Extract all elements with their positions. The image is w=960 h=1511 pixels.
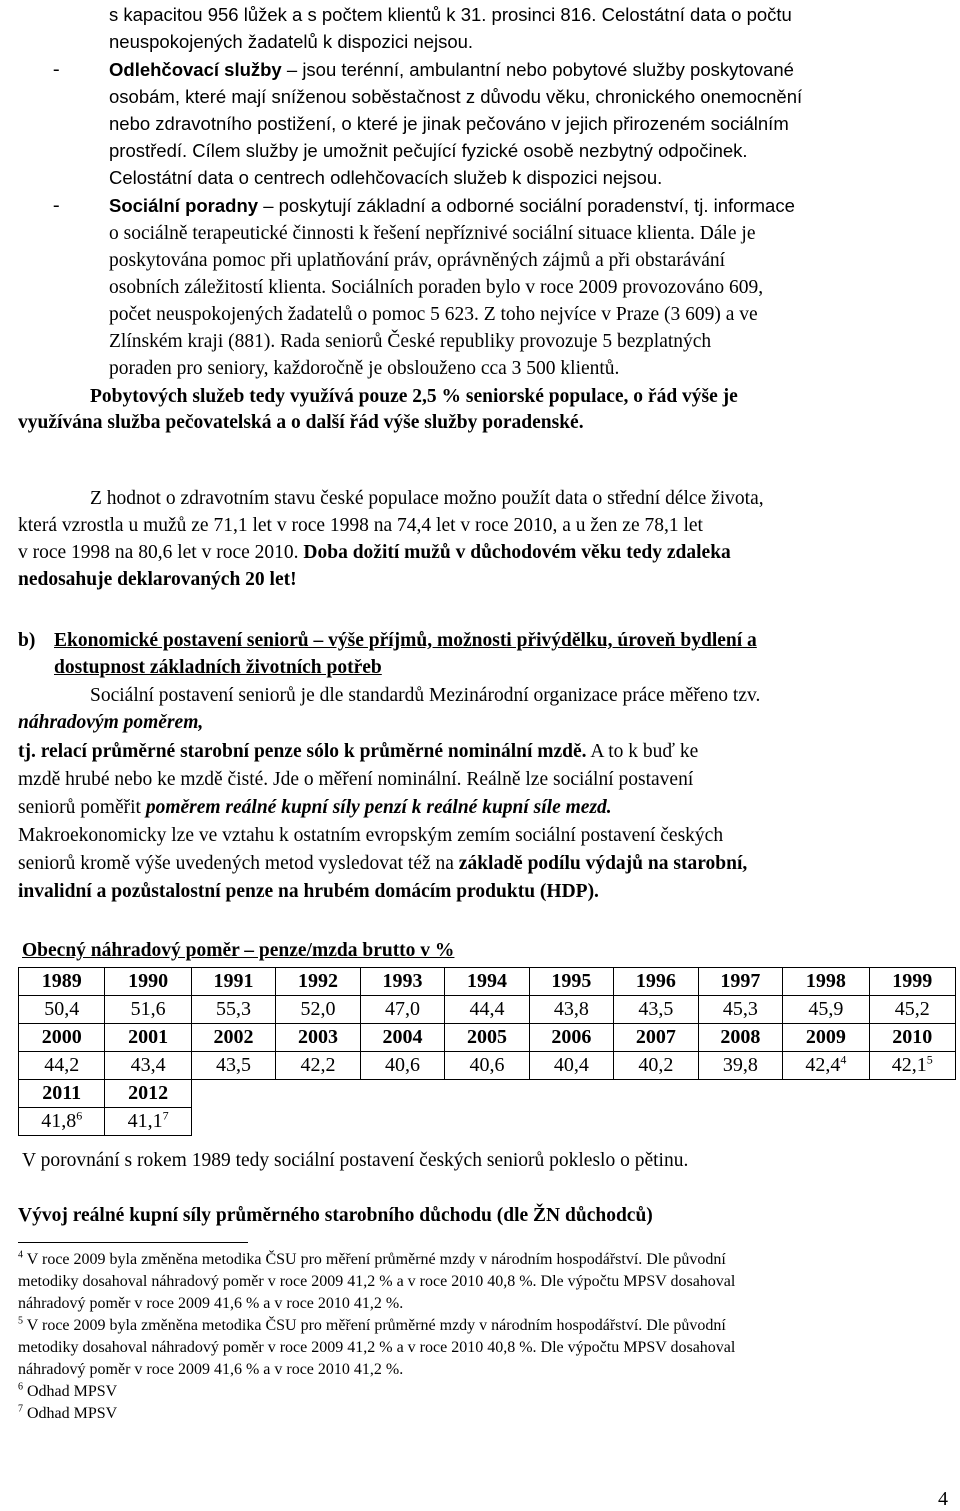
table-cell bbox=[869, 1052, 955, 1080]
table-cell bbox=[105, 1052, 191, 1080]
cell-value: 1993 bbox=[382, 970, 423, 992]
cell-value: 45,9 bbox=[808, 998, 844, 1020]
footnote-line: $^4$ V roce 2009 byla změněna metodika ČSU pro měření průměrné mzdy v národním hospodářství. Dle původní bbox=[18, 1249, 726, 1268]
table-cell bbox=[783, 1024, 869, 1052]
cell-value: 42,2 bbox=[300, 1054, 336, 1076]
table-cell bbox=[105, 1080, 191, 1108]
footnote-number: 5 bbox=[18, 1315, 23, 1327]
table-cell bbox=[869, 1108, 955, 1136]
cell-value: 44,4 bbox=[469, 998, 505, 1020]
cell-value: 45,2 bbox=[894, 998, 930, 1020]
term-counselling: Sociální poradny bbox=[109, 195, 259, 216]
table-cell bbox=[19, 1024, 105, 1052]
cell-value: 1991 bbox=[213, 970, 254, 992]
text-line: která vzrostla u mužů ze 71,1 let v roce 1998 na 74,4 let v roce 2010, a u žen ze 78,1 let bbox=[18, 515, 703, 536]
cell-value: 41,8 bbox=[41, 1110, 77, 1132]
cell-value: 1989 bbox=[41, 970, 82, 992]
cell-value: 2008 bbox=[720, 1026, 761, 1048]
cell-value: 2009 bbox=[805, 1026, 846, 1048]
term-respite: Odlehčovací služby bbox=[109, 59, 282, 80]
summary-line: Pobytových služeb tedy využívá pouze 2,5 % seniorské populace, o řád výše je bbox=[90, 386, 738, 407]
footnote-ref[interactable]: 5 bbox=[926, 1052, 933, 1067]
cell-value: 44,2 bbox=[44, 1054, 80, 1076]
table-cell bbox=[105, 1024, 191, 1052]
next-heading: Vývoj reálné kupní síly průměrného starobního důchodu (dle ŽN důchodců) bbox=[18, 1205, 653, 1226]
table-cell bbox=[276, 1052, 360, 1080]
table-cell bbox=[105, 1108, 191, 1136]
table-caption: Obecný náhradový poměr – penze/mzda brutto v % bbox=[22, 940, 455, 961]
cell-value: 42,4 bbox=[805, 1054, 841, 1076]
table-cell bbox=[360, 968, 444, 996]
cell-value: 1994 bbox=[466, 970, 507, 992]
cell-value: 2002 bbox=[213, 1026, 254, 1048]
table-cell bbox=[698, 1024, 782, 1052]
page-number: 4 bbox=[938, 1488, 948, 1510]
cell-value: 1992 bbox=[297, 970, 338, 992]
table-cell bbox=[191, 996, 275, 1024]
cell-value: 40,6 bbox=[384, 1054, 420, 1076]
table-row bbox=[19, 1080, 956, 1108]
replacement-ratio-table bbox=[18, 967, 956, 1136]
footnote-line: náhradový poměr v roce 2009 41,6 % a v roce 2010 41,2 %. bbox=[18, 1295, 404, 1312]
table-cell bbox=[783, 968, 869, 996]
table-cell bbox=[19, 968, 105, 996]
table-cell bbox=[191, 1080, 275, 1108]
cell-value: 2001 bbox=[128, 1026, 169, 1048]
cell-value: 52,0 bbox=[300, 998, 336, 1020]
text-line: v roce 1998 na 80,6 let v roce 2010. Doba dožití mužů v důchodovém věku tedy zdaleka bbox=[18, 542, 731, 563]
text-line: invalidní a pozůstalostní penze na hrubém domácím produktu (HDP). bbox=[18, 881, 599, 902]
footnote-ref[interactable]: 6 bbox=[76, 1108, 83, 1123]
list-dash: - bbox=[53, 59, 60, 80]
text-line: počet neuspokojených žadatelů o pomoc 5 623. Z toho nejvíce v Praze (3 609) a ve bbox=[109, 304, 758, 325]
table-row bbox=[19, 996, 956, 1024]
table-row bbox=[19, 1024, 956, 1052]
table-cell bbox=[445, 968, 529, 996]
cell-value: 51,6 bbox=[130, 998, 166, 1020]
list-item-counselling: Sociální poradny – poskytují základní a odborné sociální poradenství, tj. informace bbox=[109, 195, 795, 216]
table-cell bbox=[360, 1080, 444, 1108]
text-line: poraden pro seniory, každoročně je obslouženo cca 3 500 klientů. bbox=[109, 358, 620, 379]
table-cell bbox=[529, 1024, 613, 1052]
table-cell bbox=[191, 1024, 275, 1052]
text-line: osobních záležitostí klienta. Sociálních poraden bylo v roce 2009 provozováno 609, bbox=[109, 277, 764, 298]
cell-value: 2005 bbox=[466, 1026, 507, 1048]
table-cell bbox=[783, 996, 869, 1024]
text-line: tj. relací průměrné starobní penze sólo k průměrné nominální mzdě. A to k buď ke bbox=[18, 741, 699, 762]
cell-value: 1998 bbox=[805, 970, 846, 992]
table-cell bbox=[191, 1108, 275, 1136]
cell-value: 55,3 bbox=[215, 998, 251, 1020]
footnote-ref[interactable]: 7 bbox=[162, 1108, 169, 1123]
cell-value: 43,8 bbox=[553, 998, 589, 1020]
table-cell bbox=[614, 1108, 698, 1136]
section-heading: Ekonomické postavení seniorů – výše příjmů, možnosti přivýdělku, úroveň bydlení a bbox=[54, 630, 757, 651]
table-cell bbox=[445, 1080, 529, 1108]
table-cell bbox=[698, 968, 782, 996]
footnote-number: 6 bbox=[18, 1381, 23, 1393]
table-cell bbox=[614, 1052, 698, 1080]
table-row bbox=[19, 968, 956, 996]
text-line: s kapacitou 956 lůžek a s počtem klientů k 31. prosinci 816. Celostátní data o počtu bbox=[109, 4, 792, 25]
table-cell bbox=[529, 1080, 613, 1108]
table-cell bbox=[869, 968, 955, 996]
footnote-line: metodiky dosahoval náhradový poměr v roce 2009 41,2 % a v roce 2010 40,8 %. Dle výpočtu MPSV dosahoval bbox=[18, 1273, 736, 1290]
cell-value: 1996 bbox=[635, 970, 676, 992]
table-cell bbox=[445, 1108, 529, 1136]
cell-value: 2000 bbox=[41, 1026, 82, 1048]
footnote-line: $^6$ Odhad MPSV bbox=[18, 1381, 118, 1400]
section-heading: dostupnost základních životních potřeb bbox=[54, 657, 382, 678]
cell-value: 50,4 bbox=[44, 998, 80, 1020]
cell-value: 1997 bbox=[720, 970, 761, 992]
table-cell bbox=[360, 1052, 444, 1080]
cell-value: 2006 bbox=[551, 1026, 592, 1048]
table-cell bbox=[191, 1052, 275, 1080]
table-cell bbox=[783, 1108, 869, 1136]
term-replacement-ratio: náhradovým poměrem, bbox=[18, 712, 204, 733]
cell-value: 43,5 bbox=[638, 998, 674, 1020]
table-cell bbox=[529, 968, 613, 996]
cell-value: 40,2 bbox=[638, 1054, 674, 1076]
text-line: Sociální postavení seniorů je dle standardů Mezinárodní organizace práce měřeno tzv. bbox=[90, 685, 761, 706]
text-line: nebo zdravotního postižení, o které je jinak pečováno v jejich přirozeném sociálním bbox=[109, 113, 789, 134]
cell-value: 39,8 bbox=[722, 1054, 758, 1076]
table-cell bbox=[445, 1052, 529, 1080]
footnote-number: 7 bbox=[18, 1403, 23, 1415]
comparison-text: V porovnání s rokem 1989 tedy sociální postavení českých seniorů pokleslo o pětinu. bbox=[22, 1150, 689, 1171]
text-line: o sociálně terapeutické činnosti k řešení nepříznivé sociální situace klienta. Dále je bbox=[109, 223, 756, 244]
table-cell bbox=[783, 1052, 869, 1080]
footnote-line: $^7$ Odhad MPSV bbox=[18, 1403, 118, 1422]
table-row bbox=[19, 1108, 956, 1136]
table-cell bbox=[276, 996, 360, 1024]
text-line: Celostátní data o centrech odlehčovacích služeb k dispozici nejsou. bbox=[109, 167, 663, 188]
table-cell bbox=[698, 1052, 782, 1080]
table-cell bbox=[276, 1080, 360, 1108]
footnote-line: náhradový poměr v roce 2009 41,6 % a v roce 2010 41,2 %. bbox=[18, 1361, 404, 1378]
text-line: Zlínském kraji (881). Rada seniorů České republiky provozuje 5 bezplatných bbox=[109, 331, 712, 352]
table-cell bbox=[360, 1024, 444, 1052]
table-cell bbox=[276, 968, 360, 996]
text-line: nedosahuje deklarovaných 20 let! bbox=[18, 569, 297, 590]
table-cell bbox=[529, 1108, 613, 1136]
table-cell bbox=[869, 1080, 955, 1108]
text-line: osobám, které mají sníženou soběstačnost z důvodu věku, chronického onemocnění bbox=[109, 86, 803, 107]
table-cell bbox=[360, 996, 444, 1024]
table-cell bbox=[105, 968, 191, 996]
cell-value: 2012 bbox=[128, 1082, 169, 1104]
table-cell bbox=[614, 968, 698, 996]
table-cell bbox=[445, 996, 529, 1024]
cell-value: 2004 bbox=[382, 1026, 423, 1048]
table-cell bbox=[360, 1108, 444, 1136]
table-row bbox=[19, 1052, 956, 1080]
text-line: Z hodnot o zdravotním stavu české populace možno použít data o střední délce života, bbox=[90, 488, 764, 509]
table-cell bbox=[614, 1080, 698, 1108]
list-dash: - bbox=[53, 195, 60, 216]
table-cell bbox=[19, 1052, 105, 1080]
section-marker: b) bbox=[18, 630, 36, 651]
table-cell bbox=[19, 996, 105, 1024]
text-line: Makroekonomicky lze ve vztahu k ostatním evropským zemím sociální postavení českých bbox=[18, 825, 724, 846]
table-cell bbox=[445, 1024, 529, 1052]
cell-value: 41,1 bbox=[127, 1110, 163, 1132]
table-cell bbox=[529, 1052, 613, 1080]
table-cell bbox=[529, 996, 613, 1024]
cell-value: 43,4 bbox=[130, 1054, 166, 1076]
text-line: neuspokojených žadatelů k dispozici nejsou. bbox=[109, 31, 474, 52]
table-cell bbox=[698, 1108, 782, 1136]
cell-value: 1999 bbox=[892, 970, 933, 992]
cell-value: 43,5 bbox=[215, 1054, 251, 1076]
text-line: poskytována pomoc při uplatňování práv, oprávněných zájmů a při obstarávání bbox=[109, 250, 726, 271]
cell-value: 42,1 bbox=[891, 1054, 927, 1076]
table-cell bbox=[105, 996, 191, 1024]
table-cell bbox=[276, 1024, 360, 1052]
table-cell bbox=[698, 996, 782, 1024]
table-cell bbox=[276, 1108, 360, 1136]
cell-value: 2010 bbox=[892, 1026, 933, 1048]
footnote-ref[interactable]: 4 bbox=[840, 1052, 847, 1067]
cell-value: 1995 bbox=[551, 970, 592, 992]
table-cell bbox=[19, 1108, 105, 1136]
table-cell bbox=[614, 1024, 698, 1052]
footnote-number: 4 bbox=[18, 1249, 23, 1261]
table-cell bbox=[19, 1080, 105, 1108]
cell-value: 47,0 bbox=[384, 998, 420, 1020]
cell-value: 45,3 bbox=[722, 998, 758, 1020]
footnote-line: metodiky dosahoval náhradový poměr v roce 2009 41,2 % a v roce 2010 40,8 %. Dle výpočtu MPSV dosahoval bbox=[18, 1339, 736, 1356]
text-line: seniorů poměřit poměrem reálné kupní síly penzí k reálné kupní síle mezd. bbox=[18, 797, 612, 818]
text-line: prostředí. Cílem služby je umožnit pečující fyzické osobě nezbytný odpočinek. bbox=[109, 140, 748, 161]
table-cell bbox=[614, 996, 698, 1024]
table-cell bbox=[698, 1080, 782, 1108]
cell-value: 2003 bbox=[297, 1026, 338, 1048]
cell-value: 40,4 bbox=[553, 1054, 589, 1076]
cell-value: 2011 bbox=[42, 1082, 82, 1104]
text-line: mzdě hrubé nebo ke mzdě čisté. Jde o měření nominální. Reálně lze sociální postavení bbox=[18, 769, 694, 790]
cell-value: 1990 bbox=[128, 970, 169, 992]
cell-value: 40,6 bbox=[469, 1054, 505, 1076]
summary-line: využívána služba pečovatelská a o další řád výše služby poradenské. bbox=[18, 412, 584, 433]
footnote-rule bbox=[18, 1242, 248, 1243]
cell-value: 2007 bbox=[635, 1026, 676, 1048]
text-line: seniorů kromě výše uvedených metod vysledovat též na základě podílu výdajů na starobní, bbox=[18, 853, 748, 874]
table-cell bbox=[783, 1080, 869, 1108]
footnote-line: $^5$ V roce 2009 byla změněna metodika ČSU pro měření průměrné mzdy v národním hospodářství. Dle původní bbox=[18, 1315, 726, 1334]
table-cell bbox=[869, 1024, 955, 1052]
table-cell bbox=[191, 968, 275, 996]
list-item-respite: Odlehčovací služby – jsou terénní, ambulantní nebo pobytové služby poskytované bbox=[109, 59, 794, 80]
table-cell bbox=[869, 996, 955, 1024]
